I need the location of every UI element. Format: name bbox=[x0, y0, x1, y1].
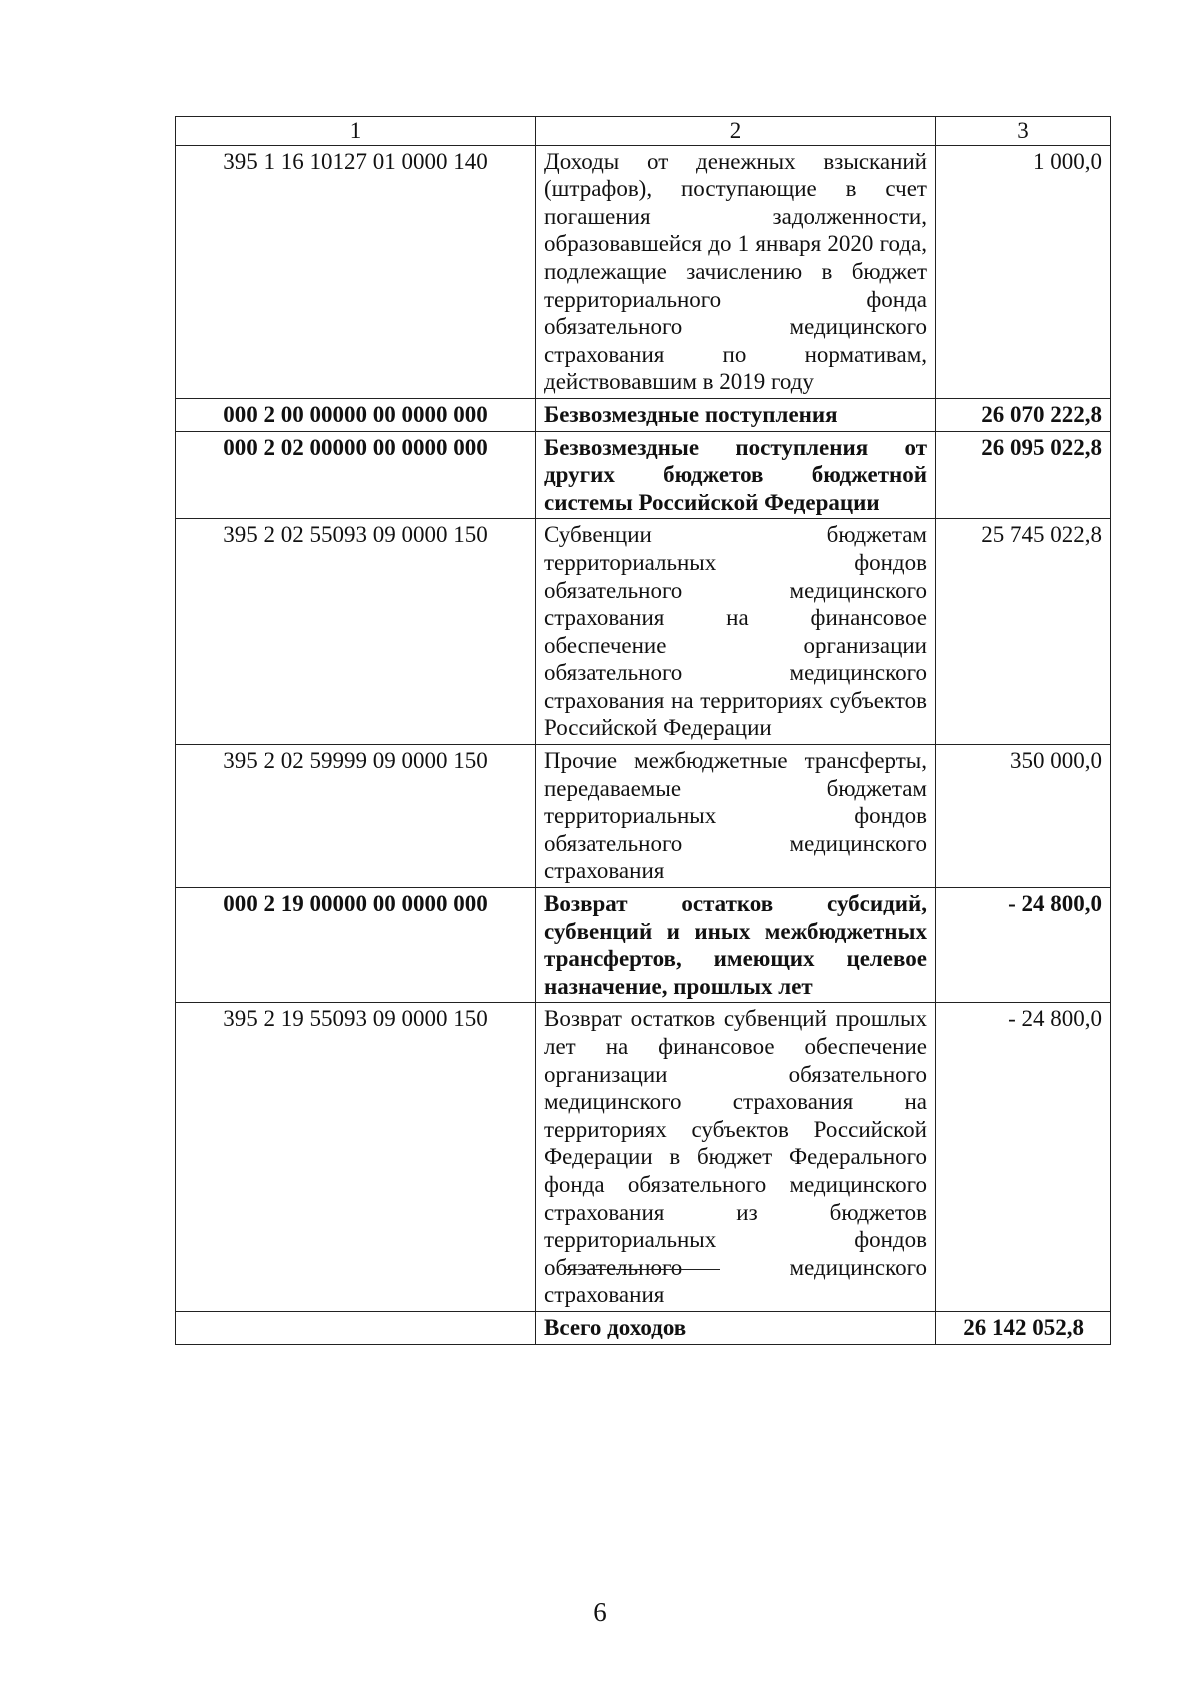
table-row bbox=[176, 145, 1111, 398]
budget-code: 395 2 19 55093 09 0000 150 bbox=[176, 1003, 536, 1312]
budget-code: 000 2 19 00000 00 0000 000 bbox=[176, 888, 536, 1003]
table-row bbox=[176, 1003, 1111, 1312]
header-col-2: 2 bbox=[536, 117, 936, 146]
revenue-amount: - 24 800,0 bbox=[936, 1003, 1111, 1312]
table-header-row bbox=[176, 117, 1111, 146]
revenue-amount: 350 000,0 bbox=[936, 745, 1111, 888]
revenue-name: Доходы от денежных взысканий (штрафов), поступающие в счет погашения задолженности, образовавшейся до 1 января 2020 года, подлежащие зачислению в бюджет территориального фонда обязательного медицинского страхования по нормативам, действовавшим в 2019 году bbox=[536, 145, 936, 398]
table-row bbox=[176, 431, 1111, 519]
revenue-amount: 26 095 022,8 bbox=[936, 431, 1111, 519]
budget-code: 395 1 16 10127 01 0000 140 bbox=[176, 145, 536, 398]
table-row bbox=[176, 519, 1111, 745]
budget-code: 000 2 02 00000 00 0000 000 bbox=[176, 431, 536, 519]
budget-code bbox=[176, 1311, 536, 1344]
budget-code: 395 2 02 59999 09 0000 150 bbox=[176, 745, 536, 888]
revenue-name: Возврат остатков субсидий, субвенций и иных межбюджетных трансфертов, имеющих целевое назначение, прошлых лет bbox=[536, 888, 936, 1003]
revenue-name: Безвозмездные поступления от других бюджетов бюджетной системы Российской Федерации bbox=[536, 431, 936, 519]
budget-code: 000 2 00 00000 00 0000 000 bbox=[176, 398, 536, 431]
total-row bbox=[176, 1311, 1111, 1344]
revenue-amount: 26 070 222,8 bbox=[936, 398, 1111, 431]
table-row bbox=[176, 888, 1111, 1003]
end-divider bbox=[565, 1269, 720, 1270]
budget-code: 395 2 02 55093 09 0000 150 bbox=[176, 519, 536, 745]
revenue-amount: - 24 800,0 bbox=[936, 888, 1111, 1003]
revenue-amount: 1 000,0 bbox=[936, 145, 1111, 398]
revenue-amount: 25 745 022,8 bbox=[936, 519, 1111, 745]
page-number: 6 bbox=[593, 1597, 607, 1627]
header-col-1: 1 bbox=[176, 117, 536, 146]
revenue-name: Субвенции бюджетам территориальных фондов обязательного медицинского страхования на финансовое обеспечение организации обязательного медицинского страхования на территориях субъектов Российской Федерации bbox=[536, 519, 936, 745]
revenue-table bbox=[175, 116, 1111, 1345]
table-row bbox=[176, 745, 1111, 888]
total-label: Всего доходов bbox=[536, 1311, 936, 1344]
table-row bbox=[176, 398, 1111, 431]
revenue-name: Прочие межбюджетные трансферты, передаваемые бюджетам территориальных фондов обязательного медицинского страхования bbox=[536, 745, 936, 888]
total-amount: 26 142 052,8 bbox=[936, 1311, 1111, 1344]
revenue-name: Возврат остатков субвенций прошлых лет на финансовое обеспечение организации обязательного медицинского страхования на территориях субъектов Российской Федерации в бюджет Федерального фонда обязательного медицинского страхования из бюджетов территориальных фондов обязательного медицинского страхования bbox=[536, 1003, 936, 1312]
revenue-name: Безвозмездные поступления bbox=[536, 398, 936, 431]
header-col-3: 3 bbox=[936, 117, 1111, 146]
